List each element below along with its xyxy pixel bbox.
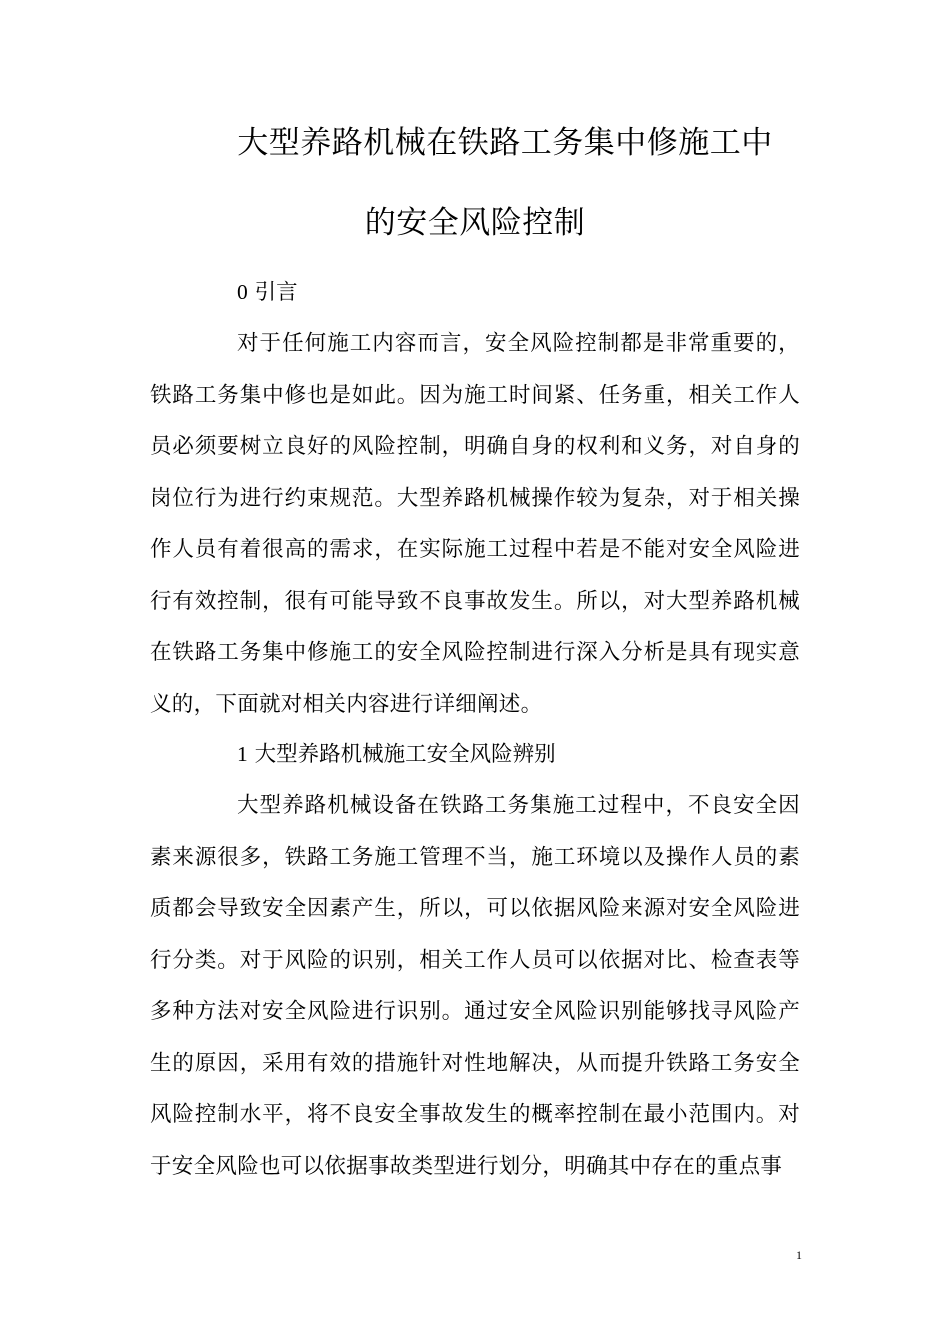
section-heading-risk-identification [237,739,556,770]
section-heading-intro [237,277,298,308]
title-line-2: 的安全风险控制 [364,205,586,241]
page-number: 1 [796,1248,802,1262]
section-number: 1 [237,742,248,766]
title-line-1: 大型养路机械在铁路工务集中修施工中 [237,125,773,161]
paragraph-intro [150,318,800,730]
section-heading-text: 引言 [254,280,298,305]
section-number: 0 [237,280,248,304]
paragraph-risk-identification [150,780,800,1192]
section-heading-text: 大型养路机械施工安全风险辨别 [254,742,556,767]
paragraph-text: 对于任何施工内容而言，安全风险控制都是非常重要的，铁路工务集中修也是如此。因为施工时间紧、任务重，相关工作人员必须要树立良好的风险控制，明确自身的权利和义务，对自身的岗位行为进行约束规范。大型养路机械操作较为复杂，对于相关操作人员有着很高的需求，在实际施工过程中若是不能对安全风险进行有效控制，很有可能导致不良事故发生。所以，对大型养路机械在铁路工务集中修施工的安全风险控制进行深入分析是具有现实意义的，下面就对相关内容进行详细阐述。 [150,331,800,717]
paragraph-text: 大型养路机械设备在铁路工务集施工过程中，不良安全因素来源很多，铁路工务施工管理不当，施工环境以及操作人员的素质都会导致安全因素产生，所以，可以依据风险来源对安全风险进行分类。对于风险的识别，相关工作人员可以依据对比、检查表等多种方法对安全风险进行识别。通过安全风险识别能够找寻风险产生的原因，采用有效的措施针对性地解决，从而提升铁路工务安全风险控制水平，将不良安全事故发生的概率控制在最小范围内。对于安全风险也可以依据事故类型进行划分，明确其中存在的重点事 [150,793,800,1179]
